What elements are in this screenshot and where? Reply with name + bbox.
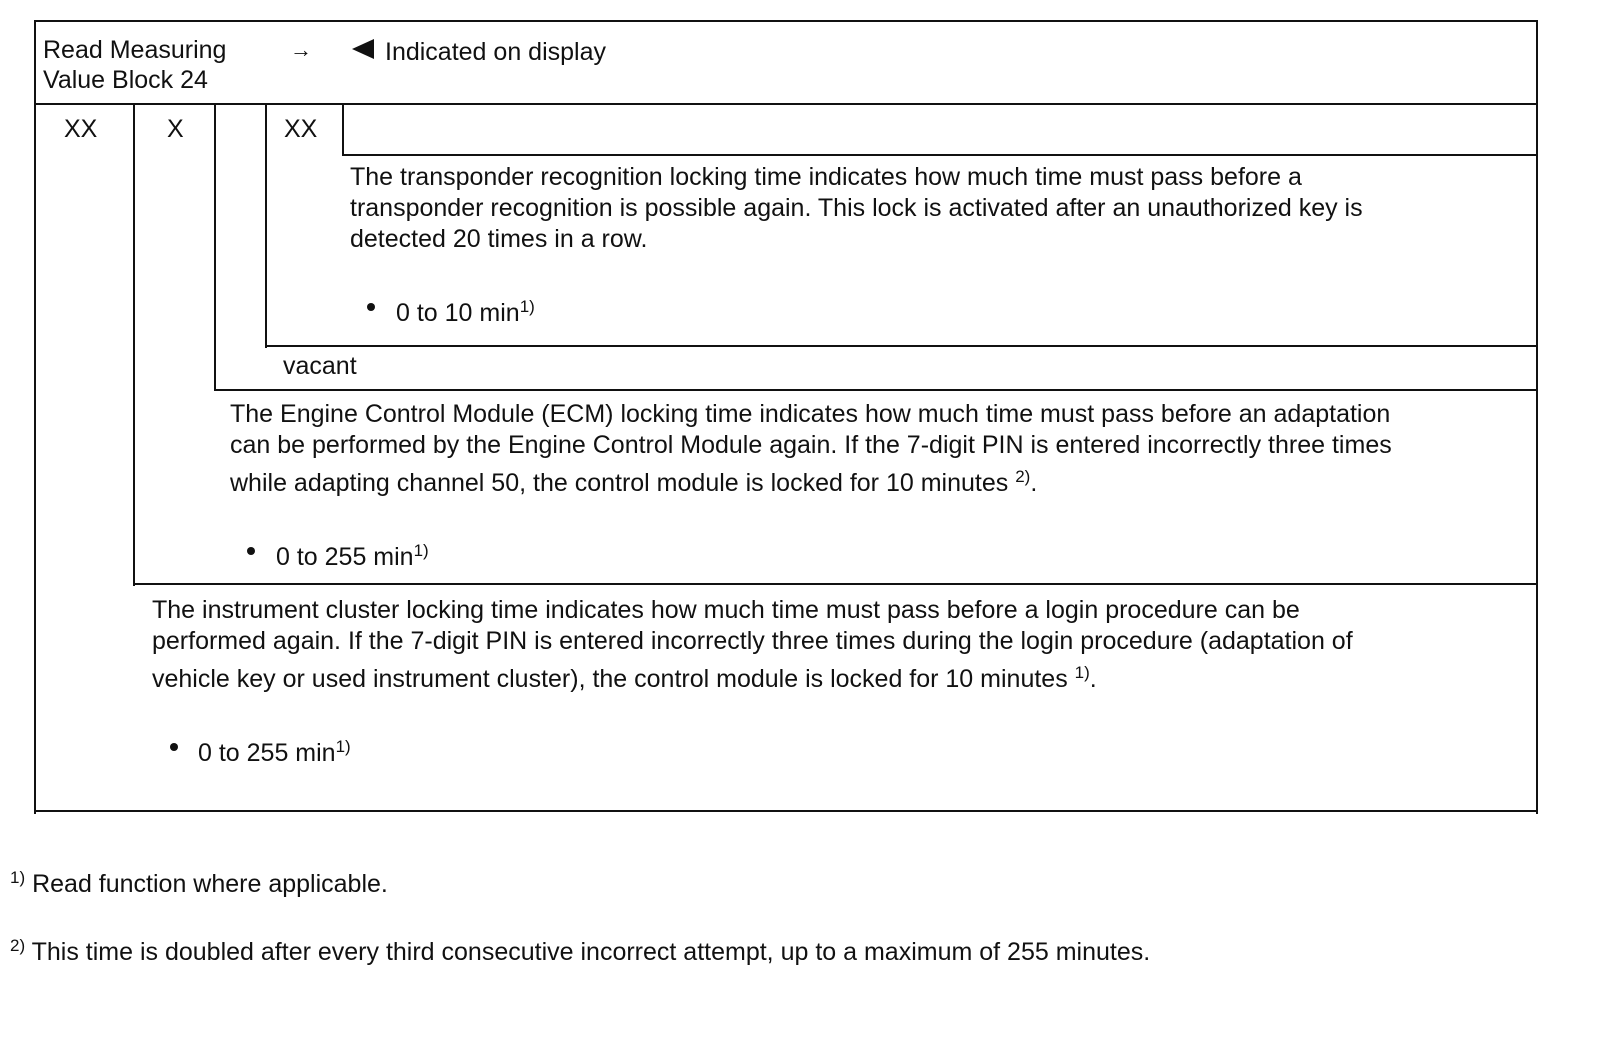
- col4-header-line: [342, 154, 1538, 156]
- transponder-description: [350, 162, 1363, 255]
- cluster-line-3-text: vehicle key or used instrument cluster), the control module is locked for 10 minutes: [152, 665, 1075, 693]
- cluster-line-3: [152, 664, 1353, 695]
- ecm-line-3-end: .: [1030, 469, 1038, 497]
- col1-separator: [133, 104, 135, 586]
- cluster-line-3-end: .: [1089, 665, 1097, 693]
- transponder-range: [396, 298, 535, 329]
- transponder-line-2: transponder recognition is possible again. This lock is activated after an unauthorized key is: [350, 194, 1363, 222]
- transponder-bottom-line: [265, 345, 1538, 347]
- col4-separator: [342, 104, 344, 156]
- vacant-bottom-line: [214, 389, 1538, 391]
- ecm-range: [276, 542, 429, 573]
- col4-label: XX: [284, 115, 318, 143]
- footnote-2: [10, 937, 1150, 968]
- col3-separator: [265, 104, 267, 348]
- table-right-border: [1536, 20, 1538, 814]
- cluster-line-1: The instrument cluster locking time indicates how much time must pass before a login procedure can be: [152, 596, 1300, 624]
- indicator-triangle-icon: [352, 39, 374, 59]
- header-separator: [34, 103, 1538, 105]
- footnote-ref: 1): [519, 297, 535, 316]
- header-title-line2: Value Block 24: [43, 66, 208, 94]
- ecm-range-value: 0 to 255 min: [276, 543, 414, 571]
- cluster-range: [198, 738, 351, 769]
- footnote-ref: 1): [1074, 663, 1090, 682]
- ecm-line-3: [230, 468, 1392, 499]
- footnote-ref: 2): [1015, 467, 1031, 486]
- header-title-line1: Read Measuring: [43, 36, 227, 64]
- cluster-range-value: 0 to 255 min: [198, 739, 336, 767]
- footnote-ref: 1): [335, 737, 351, 756]
- footnote-1: [10, 869, 388, 900]
- vacant-label: vacant: [283, 352, 357, 380]
- cluster-line-2: performed again. If the 7-digit PIN is entered incorrectly three times during the login procedure (adaptation of: [152, 627, 1353, 655]
- table-bottom-border: [34, 810, 1538, 812]
- bullet-icon: [247, 547, 255, 555]
- col2-label: X: [167, 115, 184, 143]
- footnote-ref: 1): [413, 541, 429, 560]
- transponder-line-3: detected 20 times in a row.: [350, 225, 648, 253]
- footnote-1-text: Read function where applicable.: [32, 870, 388, 898]
- footnote-2-text: This time is doubled after every third consecutive incorrect attempt, up to a maximum of 255 minutes.: [31, 938, 1151, 966]
- table-top-border: [34, 20, 1538, 22]
- col2-separator: [214, 104, 216, 391]
- ecm-line-2: can be performed by the Engine Control Module again. If the 7-digit PIN is entered incorrectly three times: [230, 431, 1392, 459]
- ecm-line-1: The Engine Control Module (ECM) locking time indicates how much time must pass before an adaptation: [230, 400, 1391, 428]
- cluster-description: [152, 595, 1353, 695]
- ecm-description: [230, 399, 1392, 499]
- transponder-range-value: 0 to 10 min: [396, 299, 520, 327]
- table-left-border: [34, 20, 36, 814]
- ecm-bottom-line: [133, 583, 1538, 585]
- ecm-line-3-text: while adapting channel 50, the control module is locked for 10 minutes: [230, 469, 1016, 497]
- footnote-2-mark: 2): [10, 936, 26, 955]
- bullet-icon: [367, 303, 375, 311]
- indicated-on-display-label: Indicated on display: [385, 38, 606, 66]
- transponder-line-1: The transponder recognition locking time indicates how much time must pass before a: [350, 163, 1302, 191]
- bullet-icon: [170, 743, 178, 751]
- col1-label: XX: [64, 115, 98, 143]
- arrow-right-icon: →: [290, 37, 312, 62]
- footnote-1-mark: 1): [10, 868, 26, 887]
